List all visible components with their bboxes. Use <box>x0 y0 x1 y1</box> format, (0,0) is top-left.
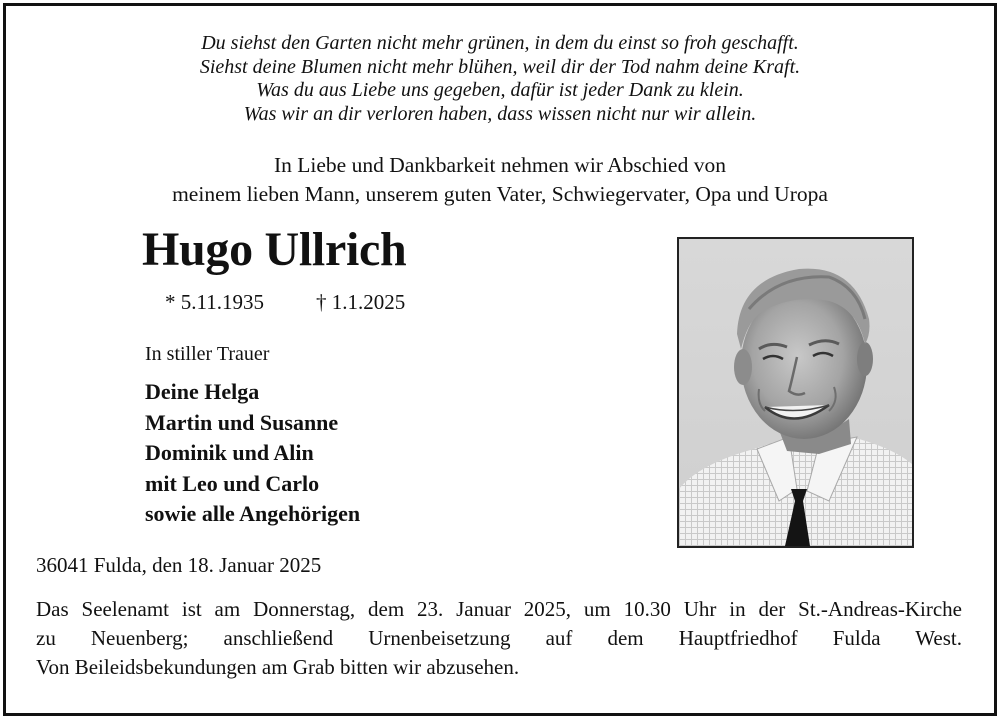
intro-line: In Liebe und Dankbarkeit nehmen wir Abschied von <box>274 153 726 177</box>
place-date: 36041 Fulda, den 18. Januar 2025 <box>36 553 322 577</box>
poem-line: Was wir an dir verloren haben, dass wissen nicht nur wir allein. <box>243 102 757 125</box>
mourning-label: In stiller Trauer <box>145 343 270 365</box>
mourner-name: Martin und Susanne <box>145 409 339 435</box>
service-info <box>36 595 962 682</box>
poem-line: Was du aus Liebe uns gegeben, dafür ist jeder Dank zu klein. <box>256 79 744 101</box>
death-date: † 1.1.2025 <box>316 290 406 314</box>
poem-line: Du siehst den Garten nicht mehr grünen, in dem du einst so froh geschafft. <box>201 32 799 54</box>
service-line: Von Beileidsbekundungen am Grab bitten wir abzusehen. <box>36 655 520 679</box>
birth-date: * 5.11.1935 <box>165 290 264 314</box>
intro-line: meinem lieben Mann, unserem guten Vater, Schwiegervater, Opa und Uropa <box>172 182 828 206</box>
portrait-photo-icon <box>679 239 912 546</box>
mourner-name: sowie alle Angehörigen <box>145 501 361 526</box>
service-line: zu Neuenberg; anschließend Urnenbeisetzung auf dem Hauptfriedhof Fulda West. <box>36 626 962 650</box>
poem-line: Siehst deine Blumen nicht mehr blühen, weil dir der Tod nahm deine Kraft. <box>199 55 801 78</box>
portrait-photo <box>677 237 914 548</box>
mourners-list <box>145 377 360 530</box>
intro-text <box>0 151 1000 209</box>
mourner-name: Dominik und Alin <box>145 440 314 465</box>
deceased-name: Hugo Ullrich <box>142 223 407 276</box>
service-line: Das Seelenamt ist am Donnerstag, dem 23. Januar 2025, um 10.30 Uhr in der St.-Andreas-Kirche <box>36 597 962 621</box>
poem <box>0 32 1000 126</box>
mourner-name: Deine Helga <box>145 379 260 404</box>
mourner-name: mit Leo und Carlo <box>145 470 320 496</box>
